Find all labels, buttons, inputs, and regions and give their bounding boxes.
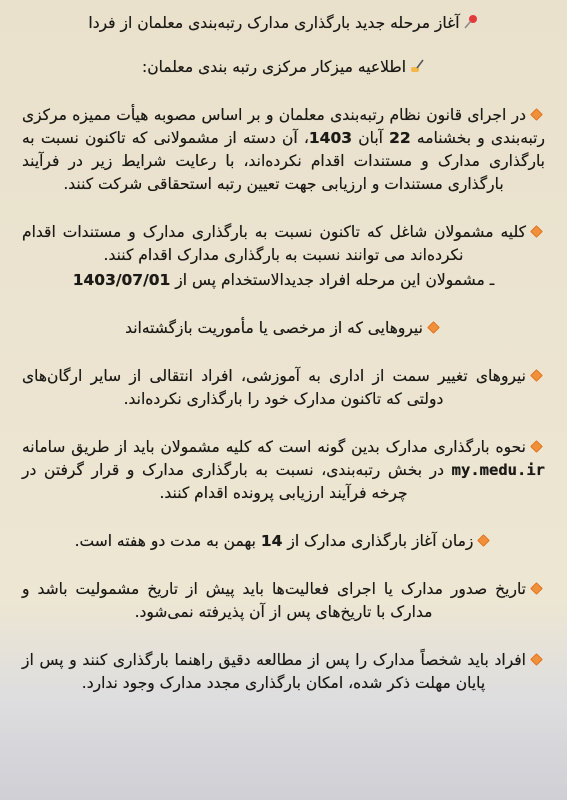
system-url-link[interactable]: my.medu.ir (451, 461, 545, 479)
announcement-title: آغاز مرحله جدید بارگذاری مدارک رتبه‌بندی معلمان از فردا (22, 12, 545, 35)
paragraph-personal-upload: افراد باید شخصاً مدارک را پس از مطالعه دقیق راهنما بارگذاری کنند و پس از پایان مهلت ذکر شده، امکان بارگذاری مجدد مدارک وجود ندارد. (22, 649, 545, 695)
paragraph-eligible-staff: کلیه مشمولان شاغل که تاکنون نسبت به بارگذاری مدارک و مستندات اقدام نکرده‌اند می توانند نسبت به بارگذاری مدارک اقدام کنند. (22, 221, 545, 267)
orange-diamond-icon (478, 534, 491, 547)
orange-diamond-icon (530, 582, 543, 595)
paragraph-transferred-staff: نیروهای تغییر سمت از اداری به آموزشی، افراد انتقالی از سایر ارگان‌های دولتی که تاکنون مدارک خود را بارگذاری نکرده‌اند. (22, 365, 545, 411)
paragraph-upload-start: زمان آغاز بارگذاری مدارک از 14 بهمن به مدت دو هفته است. (22, 530, 545, 553)
paragraph-legal-basis: در اجرای قانون نظام رتبه‌بندی معلمان و بر اساس مصوبه هیأت ممیزه مرکزی رتبه‌بندی و بخشنامه 22 آبان 1403، آن دسته از مشمولانی که تاکنون نسبت به بارگذاری مدارک و مستندات اقدام نکرده‌اند، با رعایت شرایط زیر در فرآیند بارگذاری مستندات و ارزیابی جهت تعیین رتبه استحقاقی شرکت کنند. (22, 106, 545, 193)
orange-diamond-icon (427, 321, 440, 334)
pushpin-icon (463, 14, 479, 30)
paragraph-upload-method: نحوه بارگذاری مدارک بدین گونه است که کلیه مشمولان باید از طریق سامانه my.medu.ir در بخش رتبه‌بندی، نسبت به بارگذاری مدارک و قرار گرفتن در چرخه فرآیند ارزیابی پرونده اقدام کنند. (22, 438, 545, 502)
orange-diamond-icon (530, 653, 543, 666)
announcement-subtitle: اطلاعیه میزکار مرکزی رتبه بندی معلمان: (22, 56, 545, 79)
orange-diamond-icon (530, 225, 543, 238)
paragraph-document-dates: تاریخ صدور مدارک یا اجرای فعالیت‌ها باید پیش از تاریخ مشمولیت باشد و مدارک با تاریخ‌های پس از آن پذیرفته نمی‌شود. (22, 578, 545, 624)
paragraph-new-hires: ـ مشمولان این مرحله افراد جدیدالاستخدام پس از 1403/07/01 (72, 271, 495, 289)
paragraph-returning-staff: نیروهایی که از مرخصی یا مأموریت بازگشته‌اند (22, 317, 545, 340)
orange-diamond-icon (530, 108, 543, 121)
writing-hand-icon (409, 58, 425, 74)
orange-diamond-icon (530, 440, 543, 453)
orange-diamond-icon (530, 369, 543, 382)
